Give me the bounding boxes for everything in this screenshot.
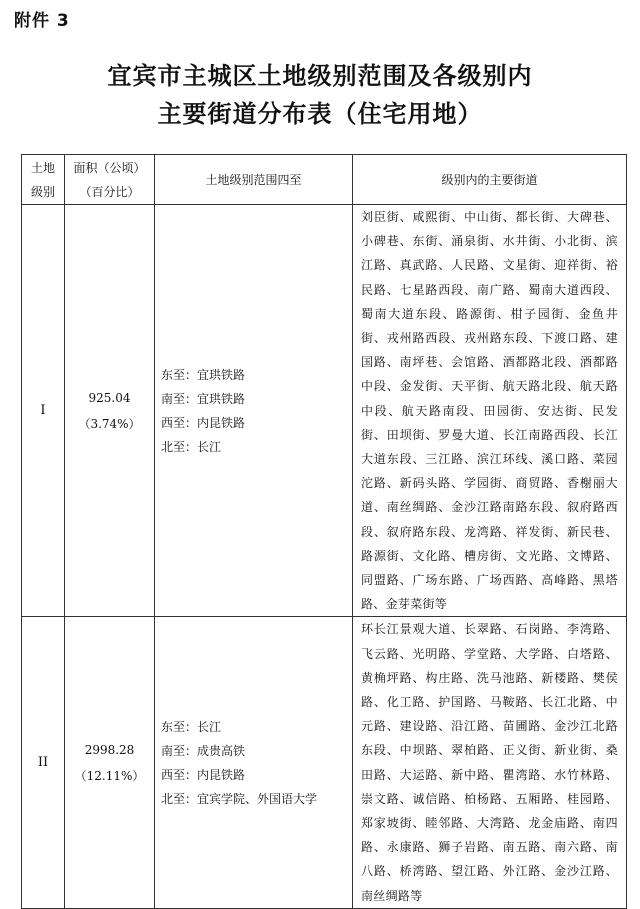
header-level xyxy=(22,155,65,205)
header-area-line2: （百分比） xyxy=(79,184,140,199)
bound-north: 北至：宜宾学院、外国语大学 xyxy=(161,791,318,806)
bound-south: 南至：成贵高铁 xyxy=(161,743,246,758)
header-bounds: 土地级别范围四至 xyxy=(155,155,353,205)
header-area xyxy=(65,155,155,205)
annex-label: 附件 3 xyxy=(14,11,70,31)
header-streets: 级别内的主要街道 xyxy=(353,155,627,205)
document-title-line1: 宜宾市主城区土地级别范围及各级别内 xyxy=(107,61,533,90)
bound-east: 东至：宜珙铁路 xyxy=(161,367,246,382)
bound-east: 东至：长江 xyxy=(161,719,222,734)
level-cell: II xyxy=(22,617,65,908)
document-title-line2: 主要街道分布表（住宅用地） xyxy=(157,99,483,128)
area-cell xyxy=(65,205,155,617)
area-cell xyxy=(65,617,155,908)
land-level-table xyxy=(21,154,627,909)
area-percent: （12.11%） xyxy=(74,768,145,783)
level-cell: I xyxy=(22,205,65,617)
bound-west: 西至：内昆铁路 xyxy=(161,767,246,782)
bound-south: 南至：宜珙铁路 xyxy=(161,391,246,406)
area-value: 925.04 xyxy=(88,390,131,405)
streets-cell: 刘臣街、咸熙街、中山街、都长街、大碑巷、小碑巷、东街、涌泉街、水井街、小北街、滨江路、真武路、人民路、文星街、迎祥街、裕民路、七星路西段、南广路、蜀南大道西段、蜀南大道东段、路源街、柑子园街、金鱼井街、戎州路西段、戎州路东段、下渡口路、建国路、南坪巷、会馆路、酒都路北段、酒都路中段、金发街、天平街、航天路北段、航天路中段、航天路南段、田园街、安达街、民发街、田坝街、罗曼大道、长江南路西段、长江大道东段、三江路、滨江环线、溪口路、菜园沱路、新码头路、学园街、商贸路、香榭丽大道、南丝绸路、金沙江路南路东段、叙府路西段、叙府路东段、龙湾路、祥发街、新民巷、路源街、文化路、槽房街、文光路、文博路、同盟路、广场东路、广场西路、高峰路、黑塔路、金芽菜街等 xyxy=(353,205,627,617)
area-value: 2998.28 xyxy=(84,742,135,757)
bound-north: 北至：长江 xyxy=(161,439,222,454)
bound-west: 西至：内昆铁路 xyxy=(161,415,246,430)
header-level-line2: 级别 xyxy=(30,184,55,199)
table-row xyxy=(22,617,627,908)
area-percent: （3.74%） xyxy=(78,416,141,431)
header-area-line1: 面积（公顷） xyxy=(73,160,146,175)
table-header-row xyxy=(22,155,627,205)
header-level-line1: 土地 xyxy=(30,160,55,175)
bounds-cell xyxy=(155,617,353,908)
streets-cell: 环长江景观大道、长翠路、石岗路、李湾路、飞云路、光明路、学堂路、大学路、白塔路、黄桷坪路、构庄路、洗马池路、新楼路、樊侯路、化工路、护国路、马鞍路、长江北路、中元路、建设路、沿江路、苗圃路、金沙江北路东段、中坝路、翠柏路、正义街、新业街、桑田路、大运路、新中路、瞿湾路、水竹林路、崇文路、诚信路、柏杨路、五厢路、桂园路、郑家坡街、睦邻路、大湾路、龙金庙路、南四路、永康路、狮子岩路、南五路、南六路、南八路、桥湾路、望江路、外江路、金沙江路、南丝绸路等 xyxy=(353,617,627,908)
table-row xyxy=(22,205,627,617)
bounds-cell xyxy=(155,205,353,617)
